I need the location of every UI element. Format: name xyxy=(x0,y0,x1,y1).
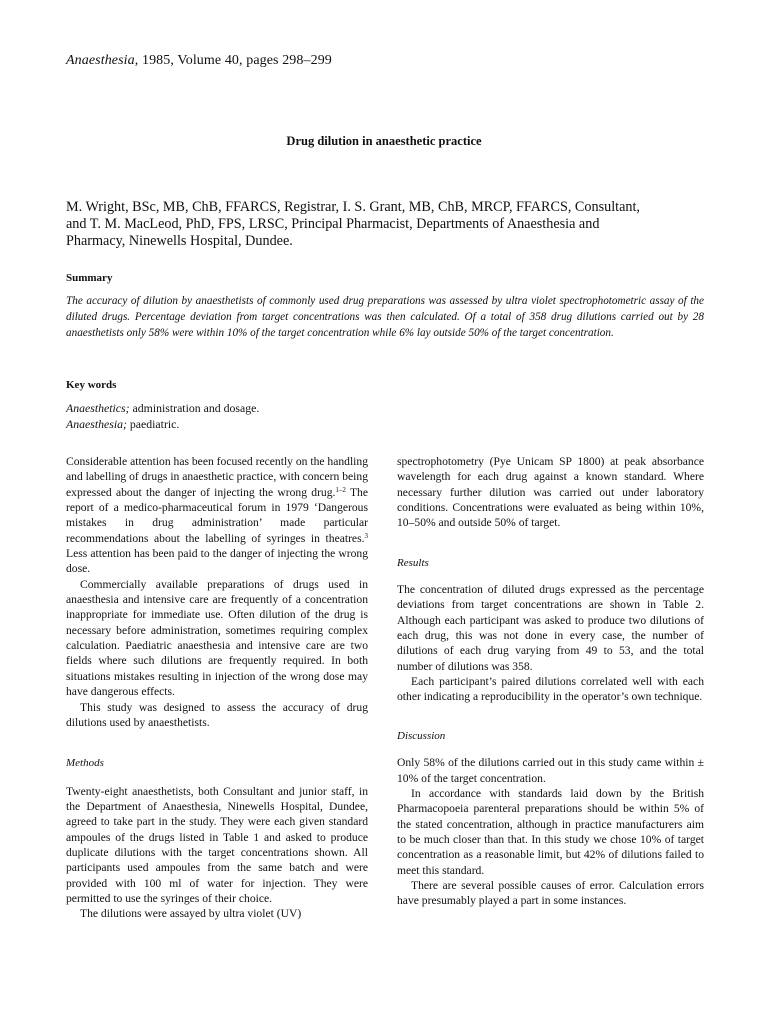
keywords-heading: Key words xyxy=(66,379,117,391)
intro-text: The report of a medico-pharmaceutical forum in 1979 ‘Dangerous mistakes in drug administration’ made particular recommendations about the labelling of syringes in theatres. xyxy=(66,485,368,545)
discussion-heading: Discussion xyxy=(397,729,446,742)
keyword-subterm: administration and dosage. xyxy=(129,401,260,415)
author-line: and T. M. MacLeod, PhD, FPS, LRSC, Principal Pharmacist, Departments of Anaesthesia and xyxy=(66,216,600,233)
intro-text: Considerable attention has been focused recently on the handling and labelling of drugs in anaesthetic practice, with concern being expressed about the danger of injecting the wrong drug. xyxy=(66,455,368,499)
article-title: Drug dilution in anaesthetic practice xyxy=(286,134,482,148)
journal-reference xyxy=(66,53,332,69)
intro-paragraph xyxy=(66,454,368,577)
results-heading: Results xyxy=(397,556,429,569)
keyword-subterm: paediatric. xyxy=(126,416,180,431)
discussion-paragraph: There are several possible causes of error. Calculation errors have presumably played a part in some instances. xyxy=(397,878,704,908)
discussion-paragraph: Only 58% of the dilutions carried out in this study came within ± 10% of the target concentration. xyxy=(397,756,704,785)
results-paragraph: Each participant’s paired dilutions correlated well with each other indicating a reproducibility in the operator’s own technique. xyxy=(397,675,704,704)
methods-heading: Methods xyxy=(66,757,104,770)
author-block xyxy=(66,199,704,251)
keyword-term: Anaesthesia; xyxy=(66,416,127,431)
left-column xyxy=(66,454,368,922)
journal-details: 1985, Volume 40, pages 298–299 xyxy=(141,53,332,68)
keywords-list xyxy=(66,401,259,432)
keyword-term: Anaesthetics; xyxy=(66,401,130,415)
author-line: M. Wright, BSc, MB, ChB, FFARCS, Registrar, I. S. Grant, MB, ChB, MRCP, FFARCS, Consultant, xyxy=(66,199,640,215)
summary-text: The accuracy of dilution by anaesthetists of commonly used drug preparations was assessed by ultra violet spectrophotometric assay of the diluted drugs. Percentage deviation from target concentrations was then calculated. Of a total of 358 drug dilutions carried out by 28 anaesthetists only 58% were within 10% of the target concentration while 6% lay outside 50% of the target concentration. xyxy=(66,295,704,339)
author-line: Pharmacy, Ninewells Hospital, Dundee. xyxy=(66,233,293,250)
methods-continuation: spectrophotometry (Pye Unicam SP 1800) at peak absorbance wavelength for each drug against a known standard. Where necessary further dilution was carried out under laboratory conditions. Concentrations were evaluated as being within 10%, 10–50% and outside 50% of target. xyxy=(397,455,704,530)
intro-text: Less attention has been paid to the danger of injecting the wrong dose. xyxy=(66,547,368,576)
reference-marker: 1–2 xyxy=(335,485,346,494)
intro-paragraph: Commercially available preparations of drugs used in anaesthesia and intensive care are frequently of a concentration inappropriate for immediate use. Often dilution of the drug is necessary before administration, sometimes requiring complex calculation. Paediatric anaesthesia and intensive care are two fields where such dilutions are frequently required. In both situations mistakes resulting in injection of the wrong dose may have dangerous effects. xyxy=(66,577,368,699)
right-column xyxy=(397,454,704,909)
methods-paragraph: Twenty-eight anaesthetists, both Consultant and junior staff, in the Department of Anaesthesia, Ninewells Hospital, Dundee, agreed to take part in the study. They were each given standard ampoules of the drugs listed in Table 1 and asked to produce duplicate dilutions with the target concentrations shown. All participants used ampoules from the same batch and were provided with 100 ml of water for injection. They were permitted to use the syringes of their choice. xyxy=(66,784,368,905)
keyword-item xyxy=(66,401,259,417)
reference-marker: 3 xyxy=(364,531,368,540)
summary-heading: Summary xyxy=(66,272,113,284)
intro-paragraph: This study was designed to assess the accuracy of drug dilutions used by anaesthetists. xyxy=(66,700,368,729)
results-paragraph: The concentration of diluted drugs expressed as the percentage deviations from target concentrations are shown in Table 2. Although each participant was asked to produce two dilutions of each drug, this was not done in every case, the number of dilutions of each drug varying from 49 to 53, and the total number of dilutions was 358. xyxy=(397,583,704,673)
keyword-item xyxy=(66,417,259,433)
discussion-paragraph: In accordance with standards laid down by the British Pharmacopoeia parenteral preparations should be within 5% of the stated concentration, although in practice manufacturers aim to be much closer than that. In this study we chose 10% of target concentration as a reasonable limit, but 42% of dilutions failed to meet this standard. xyxy=(397,786,704,877)
methods-paragraph: The dilutions were assayed by ultra violet (UV) xyxy=(80,907,302,921)
journal-name: Anaesthesia, xyxy=(66,53,139,68)
